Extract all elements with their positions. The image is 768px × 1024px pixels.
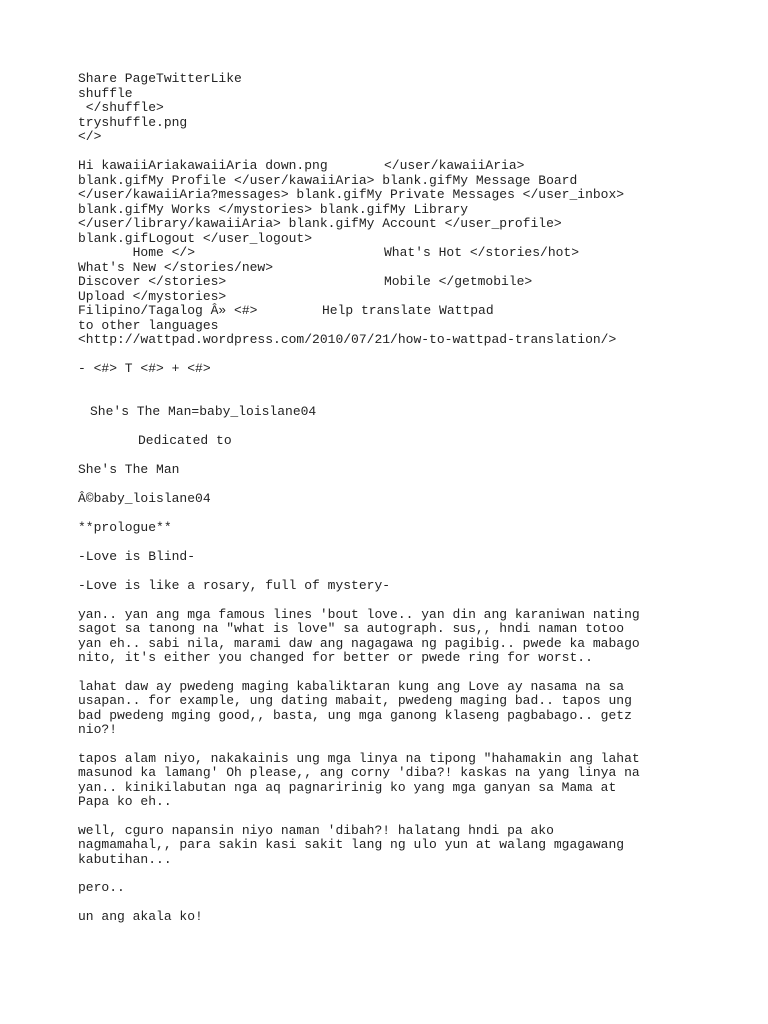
share-links[interactable]: Share PageTwitterLike [78, 71, 242, 86]
paragraph-line: masunod ka lamang' Oh please,, ang corny 'diba?! kaskas na yang linya na [78, 765, 640, 780]
paragraph-line: well, cguro napansin niyo naman 'dibah?! halatang hndi pa ako [78, 823, 554, 838]
other-languages-text[interactable]: to other languages [78, 318, 219, 333]
user-menu-line[interactable]: blank.gifMy Profile </user/kawaiiAria> blank.gifMy Message Board [78, 173, 578, 188]
nav-whats-hot-link[interactable]: What's Hot </stories/hot> [384, 245, 580, 260]
shuffle-close-tag: </shuffle> [78, 100, 164, 115]
paragraph-line: kabutihan... [78, 852, 172, 867]
paragraph-pero: pero.. [78, 880, 125, 895]
copyright-line: Â©baby_loislane04 [78, 491, 211, 506]
paragraph-line: bad pwedeng mging good,, basta, ung mga ganong klaseng pagbabago.. getz [78, 708, 632, 723]
shuffle-text: shuffle [78, 86, 133, 101]
user-menu-line[interactable]: blank.gifMy Works </mystories> blank.gifMy Library [78, 202, 469, 217]
story-title: She's The Man [78, 462, 180, 477]
nav-home-link[interactable]: Home </> [78, 245, 196, 260]
paragraph-line: nagmamahal,, para sakin kasi sakit lang ng ulo yun at walang mgagawang [78, 837, 625, 852]
user-menu-line[interactable]: </user/library/kawaiiAria> blank.gifMy Account </user_profile> [78, 216, 562, 231]
paragraph-line: tapos alam niyo, nakakainis ung mga linya na tipong "hahamakin ang lahat [78, 751, 640, 766]
user-menu-line[interactable]: </user/kawaiiAria?messages> blank.gifMy Private Messages </user_inbox> [78, 187, 625, 202]
language-selector[interactable]: Filipino/Tagalog Â» <#> [78, 303, 258, 318]
paragraph-line: nito, it's either you changed for better or pwede ring for worst.. [78, 650, 593, 665]
paragraph-line: sagot sa tanong na "what is love" sa autograph. sus,, hndi naman totoo [78, 621, 625, 636]
shuffle-end-tag: </> [78, 129, 102, 144]
quote-love-rosary: -Love is like a rosary, full of mystery- [78, 578, 391, 593]
paragraph-line: usapan.. for example, ung dating mabait, pwedeng maging bad.. tapos ung [78, 693, 632, 708]
translation-url[interactable]: <http://wattpad.wordpress.com/2010/07/21/how-to-wattpad-translation/> [78, 332, 617, 347]
user-profile-link[interactable]: </user/kawaiiAria> [384, 158, 525, 173]
paragraph-line: lahat daw ay pwedeng maging kabaliktaran kung ang Love ay nasama na sa [78, 679, 625, 694]
shuffle-image-name: tryshuffle.png [78, 115, 188, 130]
nav-mobile-link[interactable]: Mobile </getmobile> [384, 274, 533, 289]
paragraph-line: yan.. kinikilabutan nga aq pagnaririnig ko yang mga ganyan sa Mama at [78, 780, 617, 795]
nav-whats-new-link[interactable]: What's New </stories/new> [78, 260, 274, 275]
paragraph-last: un ang akala ko! [78, 909, 203, 924]
logout-link[interactable]: blank.gifLogout </user_logout> [78, 231, 313, 246]
dedication-label: Dedicated to [138, 433, 232, 448]
nav-discover-link[interactable]: Discover </stories> [78, 274, 227, 289]
help-translate-link[interactable]: Help translate Wattpad [322, 303, 494, 318]
font-size-controls[interactable]: - <#> T <#> + <#> [78, 361, 211, 376]
paragraph-line: yan.. yan ang mga famous lines 'bout love.. yan din ang karaniwan nating [78, 607, 640, 622]
quote-love-is-blind: -Love is Blind- [78, 549, 196, 564]
paragraph-line: yan eh.. sabi nila, marami daw ang nagagawa ng pagibig.. pwede ka mabago [78, 636, 640, 651]
prologue-heading: **prologue** [78, 520, 172, 535]
paragraph-line: nio?! [78, 722, 118, 737]
user-greeting[interactable]: Hi kawaiiAriakawaiiAria down.png [78, 158, 328, 173]
story-title-line: She's The Man=baby_loislane04 [90, 404, 317, 419]
nav-upload-link[interactable]: Upload </mystories> [78, 289, 227, 304]
paragraph-line: Papa ko eh.. [78, 794, 172, 809]
